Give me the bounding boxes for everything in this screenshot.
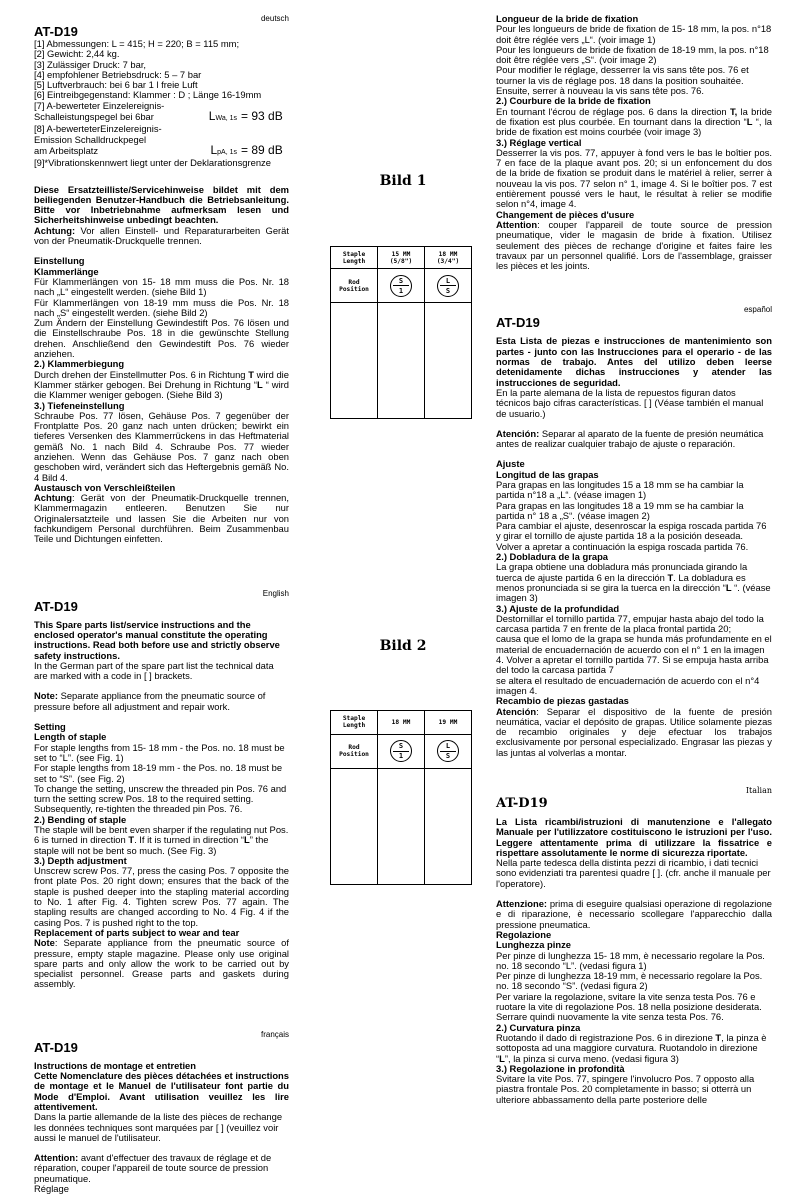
sound-pressure-label: am Arbeitsplatz xyxy=(34,144,99,156)
spec-line: Emission Schalldruckpegel xyxy=(34,133,147,145)
paragraph: Durch drehen der Einstellmutter Pos. 6 in Richtung T wird die Klammer stärker gebogen. Bei Drehung in Richtung “L “ wird die Klammer weniger gebogen. (Siehe Bild 3) xyxy=(34,368,289,401)
paragraph: Für Klammerlängen von 18-19 mm muss die Pos. Nr. 18 nach „S“ eingestellt werden. (siehe Bild 2) xyxy=(34,296,289,318)
paragraph: Desserrer la vis pos. 77, appuyer à fond vers le bas le boîtier pos. 7 en face de la plaque avant pos. 20; si un enfoncement du dos de la bride de fixation se produit dans le matériel à relier, serrer à nouveau la vis pos. 77 selon n° 1, image 4. Si le boîtier pos. 7 est entièrement poussé vers le haut, le résultat à relier se modifie selon n°4, image 4. xyxy=(496,146,772,210)
section-heading: Longueur de la bride de fixation xyxy=(496,13,639,24)
section-heading: 2.) Dobladura de la grapa xyxy=(496,551,609,563)
paragraph: Per pinze di lunghezza 18-19 mm, è necessario regolare la Pos. no. 18 secondo “S”. (vedasi figura 2) xyxy=(496,970,763,992)
sound-power-value: = 93 dB xyxy=(241,109,283,124)
sound-pressure-value: = 89 dB xyxy=(241,142,283,157)
sound-power-sub: Wa, 1s xyxy=(215,115,237,123)
paragraph: La grapa obtiene una dobladura más pronunciada girando la tuerca de ajuste partida 6 en la dirección T. La dobladura es menos pronunciada si se gira la tuerca en la dirección “L “. (véase imagen 3) xyxy=(496,561,771,604)
figure-2-table xyxy=(330,710,472,885)
paragraph: Réglage xyxy=(34,1183,69,1194)
paragraph: Para cambiar el ajuste, desenroscar la espiga roscada partida 76 y girar el tornillo de ajuste partida 18 a la posición deseada. xyxy=(496,520,767,542)
header-size-b: 18 MM (3/4") xyxy=(425,247,472,269)
paragraph: For staple lengths from 15- 18 mm - the Pos. no. 18 must be set to “L”. (see Fig. 1) xyxy=(34,741,285,763)
paragraph: Nella parte tedesca della distinta pezzi di ricambio, i dati tecnici sono evidenziati tra parentesi quadre [ ]. (cfr. anche il manuale per l'operatore). xyxy=(496,857,771,889)
sound-power-symbol: L xyxy=(208,109,216,124)
paragraph: Destornillar el tornillo partida 77, empujar hasta abajo del todo la carcasa partida 7 en frente de la placa frontal partida 20; xyxy=(496,612,764,635)
rod-position-b xyxy=(425,734,472,768)
title-de: AT-D19 xyxy=(34,24,78,39)
paragraph: Pour les longueurs de bride de fixation de 18-19 mm, la pos. n°18 doit être réglée vers „S“. (voir image 2) xyxy=(496,43,769,66)
section-heading: Longitud de las grapas xyxy=(496,468,599,480)
paragraph: En la parte alemana de la lista de repuestos figuran datos técnicos bajo cifras características. [ ] (Véase también el manual de usuario.) xyxy=(496,386,764,419)
paragraph: Achtung: Gerät von der Pneumatik-Druckquelle trennen, Klammermagazin entleeren. Benutzen Sie nur Originalersatzteile und lassen Sie die Arbeiten nur von fachkundigem Personal durchführen. Beim Zusammenbau Teile und Dichtungen einfetten. xyxy=(34,492,289,545)
warning-text: Vor allen Einstell- und Reparaturarbeiten Gerät von der Pneumatik-Druckquelle trennen. xyxy=(34,224,289,247)
rod-position-a xyxy=(378,269,425,303)
rod-position-b xyxy=(425,269,472,303)
section-heading: Replacement of parts subject to wear and tear xyxy=(34,926,240,938)
paragraph: To change the setting, unscrew the threaded pin Pos. 76 and turn the setting screw Pos. 18 to the required setting. Subsequently, re-tighten the threaded pin Pos. 76. xyxy=(34,782,287,815)
rod-position-a xyxy=(378,734,425,768)
paragraph: Note: Separate appliance from the pneumatic source of pressure, empty staple magazine. Please only use original spare parts and only allow the work to be carried out by specialist personnel. Grease parts and gaskets during assembly. xyxy=(34,937,289,990)
row-rod-position: Rod Position xyxy=(331,269,378,303)
section-heading: Recambio de piezas gastadas xyxy=(496,695,629,707)
header-staple-length: Staple Length xyxy=(331,710,378,734)
spec-line: [1] Abmessungen: L = 415; H = 220; B = 115 mm; xyxy=(34,38,240,49)
section-heading: Klammerlänge xyxy=(34,265,99,277)
spec-line: [2] Gewicht: 2,44 kg. xyxy=(34,48,120,60)
section-heading: Instructions de montage et entretien xyxy=(34,1059,197,1071)
right-column xyxy=(496,14,772,1105)
title-fr: AT-D19 xyxy=(34,1039,78,1055)
section-heading: Ajuste xyxy=(496,458,525,470)
paragraph: Per pinze di lunghezza 15- 18 mm, è necessario regolare la Pos. no. 18 secondo “L”. (vedasi figura 1) xyxy=(496,949,765,971)
figure-2-title: Bild 2 xyxy=(379,638,427,655)
warning-de xyxy=(34,226,289,247)
section-heading: 3.) Réglage vertical xyxy=(496,136,582,148)
lang-label-it: Italian xyxy=(745,786,772,795)
sound-pressure-sub: pA, 1s xyxy=(217,148,237,156)
paragraph: Für Klammerlängen von 15- 18 mm muss die Pos. Nr. 18 nach „L“ eingestellt werden. (siehe Bild 1) xyxy=(34,275,289,298)
section-heading: Lunghezza pinze xyxy=(496,939,571,951)
title-en: AT-D19 xyxy=(34,598,78,614)
title-es: AT-D19 xyxy=(496,315,540,331)
intro-de: Diese Ersatzteilliste/Servicehinweise bildet mit dem beiliegenden Benutzer-Handbuch die Betriebsanleitung. Bitte vor Inbetriebnahme aufmerksam lesen und Sicherheitshinweise unbedingt beachten. xyxy=(34,183,289,226)
figure-1-title: Bild 1 xyxy=(379,173,427,189)
rod-dial-icon: $\frac{S}{1}$ xyxy=(390,275,412,297)
section-heading: 2.) Courbure de la bride de fixation xyxy=(496,95,651,107)
spec-line: [9]*Vibrationskennwert liegt unter der Deklarationsgrenze xyxy=(34,157,271,169)
paragraph: Attention: couper l'appareil de toute source de pression pneumatique, vider le magasin de bride à fixation. Utilisez seulement des pièces de rechange d'origine et faites faire les travaux par un personnel qualifié. Lors de l'assemblage, graisser les pièces et les joints. xyxy=(496,218,772,272)
sound-pressure-symbol: L xyxy=(210,142,218,157)
paragraph: Para grapas en las longitudes 15 a 18 mm se ha cambiar la partida n°18 a „L“. (véase imagen 1) xyxy=(496,478,744,501)
paragraph: Ruotando il dado di registrazione Pos. 6 in direzione T, la pinza è sottoposta ad una maggiore curvatura. Ruotandolo in direzione “L”, la pinza si curva meno. (vedasi figura 3) xyxy=(496,1031,767,1064)
spec-line: [3] Zulässiger Druck: 7 bar, xyxy=(34,58,147,70)
header-size-b: 19 MM xyxy=(425,710,472,734)
paragraph: Pour modifier le réglage, desserrer la vis sans tête pos. 76 et tourner la vis de réglage pos. 18 dans la position souhaitée. Ensuite, serrer à nouveau la vis sans tête pos. 76. xyxy=(496,64,749,97)
rod-dial-icon: $\frac{L}{S}$ xyxy=(437,275,459,297)
warning-it: Attenzione: prima di eseguire qualsiasi operazione di regolazione e di riparazione, è necessario scollegare l'apparecchio dalla pressione pneumatica. xyxy=(496,898,772,930)
rod-dial-icon: $\frac{S}{1}$ xyxy=(390,740,412,762)
paragraph: For staple lengths from 18-19 mm - the Pos. no. 18 must be set to “S”. (see Fig. 2) xyxy=(34,762,283,784)
paragraph: In the German part of the spare part list the technical data are marked with a code in [ ] brackets. xyxy=(34,659,274,682)
lang-label-de: deutsch xyxy=(260,14,289,23)
section-heading: 3.) Ajuste de la profundidad xyxy=(496,602,620,614)
section-heading: 2.) Klammerbiegung xyxy=(34,358,125,370)
spec-line: [7] A-bewerteter Einzelereignis- xyxy=(34,99,165,111)
paragraph: Per variare la regolazione, svitare la vite senza testa Pos. 76 e ruotare la vite di regolazione Pos. 18 nella posizione desiderata. Serrare quindi nuovamente la vite senza testa Pos. 76. xyxy=(496,990,762,1023)
section-heading: 2.) Curvatura pinza xyxy=(496,1021,581,1033)
paragraph: The staple will be bent even sharper if the regulating nut Pos. 6 is turned in direction T. If it is turned in direction “L” the staple will not be bent so much. (See Fig. 3) xyxy=(34,824,289,856)
intro-fr: Cette Nomenclature des pièces détachées et instructions de montage et le Manuel de l'utilisateur font partie du Mode d'Emploi. Avant utilisation veuillez les lire attentivement. xyxy=(34,1070,289,1112)
section-heading: 2.) Bending of staple xyxy=(34,813,127,825)
header-size-a: 18 MM xyxy=(378,710,425,734)
section-heading: Length of staple xyxy=(34,731,107,743)
warning-label: Achtung: xyxy=(34,224,76,236)
paragraph: se altera el resultado de encuadernación de acuerdo con el n°4 imagen 4. xyxy=(496,674,760,696)
paragraph: Zum Ändern der Einstellung Gewindestift Pos. 76 lösen und die Einstellschraube Pos. 18 in die gewünschte Stellung drehen. Anschließend den Gewindestift Pos. 76 wieder anziehen. xyxy=(34,317,289,360)
spec-line: [4] empfohlener Betriebsdruck: 5 – 7 bar xyxy=(34,68,202,80)
spec-line: [8] A-bewerteterEinzelereignis- xyxy=(34,123,162,135)
title-it: AT-D19 xyxy=(496,796,548,811)
paragraph: causa que el lomo de la grapa se hunda más profundamente en el material de encuadernación de acuerdo con el n° 1 en la imagen 4. Volver a apretar el tornillo partida 77. Si se empuja hasta arriba del todo la carcasa partida 7 xyxy=(496,633,772,676)
spec-line: [6] Eintreibgegenstand: Klammer : D ; Länge 16-19mm xyxy=(34,89,262,101)
header-staple-length: Staple Length xyxy=(331,247,378,269)
section-heading: Regolazione xyxy=(496,928,552,940)
paragraph: Para grapas en las longitudes 18 a 19 mm se ha cambiar la partida n° 18 a „S“. (véase imagen 2) xyxy=(496,499,744,521)
figures-column xyxy=(330,14,476,885)
paragraph: En tournant l'écrou de réglage pos. 6 dans la direction T, la bride de fixation est plus courbée. En tournant dans la direction “L “, la bride de fixation est moins courbée (voir image 3) xyxy=(496,105,773,138)
section-heading: Changement de pièces d'usure xyxy=(496,208,635,220)
intro-es: Esta Lista de piezas e instrucciones de mantenimiento son partes - junto con las Instrucciones para el operario - de las normas de trabajo. Antes del utilizo deben leerse detenidamente dichas instrucciones y atender las instrucciones de seguridad. xyxy=(496,335,772,388)
paragraph: Unscrew screw Pos. 77, press the casing Pos. 7 opposite the front plate Pos. 20 right down; ensures that the back of the staple is pushed deeper into the stapling material according to No. 1 after Fig. 4. Tighten screw Pos. 77 again. The stapling results are changed according to No. 4 Fig. 4 if the casing Pos. 7 is pushed right to the top. xyxy=(34,865,289,928)
sound-power-row xyxy=(34,111,289,124)
paragraph: Atención: Separar el dispositivo de la fuente de presión neumática, vaciar el depósito de grapas. Utilice solamente piezas de recambio originales y deje efectuar los trabajos exclusivamente por personal especializado. Engrasar las piezas y las juntas al volverlas a montar. xyxy=(496,705,772,758)
section-heading: Setting xyxy=(34,721,66,733)
section-heading: Austausch von Verschleißteilen xyxy=(34,481,176,493)
intro-en: This Spare parts list/service instructions and the enclosed operator's manual constitute the operating instructions. Read both before use and strictly observe safety instructions. xyxy=(34,618,280,661)
lang-label-es: español xyxy=(743,305,772,315)
section-heading: 3.) Tiefeneinstellung xyxy=(34,399,125,411)
paragraph: Schraube Pos. 77 lösen, Gehäuse Pos. 7 gegenüber der Frontplatte Pos. 20 ganz nach unten drücken; bewirkt ein tieferes Versenken des Klammerrückens in das Heftmaterial gemäß No. 1 nach Bild 4. Schraube Pos. 77 wieder anziehen. Wenn das Gehäuse Pos. 7 ganz nach oben geschoben wird, verändert sich das Heftergebnis gemäß No. 4 Bild 4. xyxy=(34,409,289,483)
sound-power-label: Schalleistungspegel bei 6bar xyxy=(34,111,154,123)
rod-dial-icon: $\frac{L}{S}$ xyxy=(437,740,459,762)
header-size-a: 15 MM (5/8") xyxy=(378,247,425,269)
sound-pressure-row xyxy=(34,142,289,158)
warning-fr: Attention: avant d'effectuer des travaux de réglage et de réparation, couper l'appareil de toute source de pression pneumatique. xyxy=(34,1152,272,1184)
warning-es: Atención: Separar al aparato de la fuente de presión neumática antes de realizar cualquier trabajo de ajuste o reparación. xyxy=(496,427,764,450)
note-en: Note: Separate appliance from the pneumatic source of pressure before all adjustment and repair work. xyxy=(34,690,266,712)
section-heading: 3.) Depth adjustment xyxy=(34,854,127,866)
section-heading: Einstellung xyxy=(34,255,85,267)
spec-line: [5] Luftverbrauch: bei 6 bar 1 l freie Luft xyxy=(34,79,198,91)
left-column xyxy=(34,14,289,1194)
paragraph: Volver a apretar a continuación la espiga roscada partida 76. xyxy=(496,540,749,552)
lang-label-en: English xyxy=(262,588,289,598)
row-rod-position: Rod Position xyxy=(331,734,378,768)
intro-it: La Lista ricambi/istruzioni di manutenzione e l'allegato Manuale per l'utilizzatore costituiscono le istruzioni per l'uso. Leggere attentamente prima di utilizzare la fissatrice e rispettare assolutamente le norme di sicurezza riportate. xyxy=(496,816,772,858)
paragraph: Pour les longueurs de bride de fixation de 15- 18 mm, la pos. n°18 doit être réglée vers „L“. (voir image 1) xyxy=(496,23,772,45)
lang-label-fr: français xyxy=(260,1029,289,1039)
section-heading: 3.) Regolazione in profondità xyxy=(496,1062,625,1074)
paragraph: Dans la partie allemande de la liste des pièces de rechange les données techniques sont marquées par [ ] (veuillez voir aussi le manuel de l'utilisateur. xyxy=(34,1111,283,1143)
paragraph: Svitare la vite Pos. 77, spingere l'involucro Pos. 7 opposto alla piastra frontale Pos. 20 completamente in basso; si otterrà un ulteriore abbassamento della parte posteriore delle xyxy=(496,1073,755,1105)
figure-1-table xyxy=(330,246,472,419)
